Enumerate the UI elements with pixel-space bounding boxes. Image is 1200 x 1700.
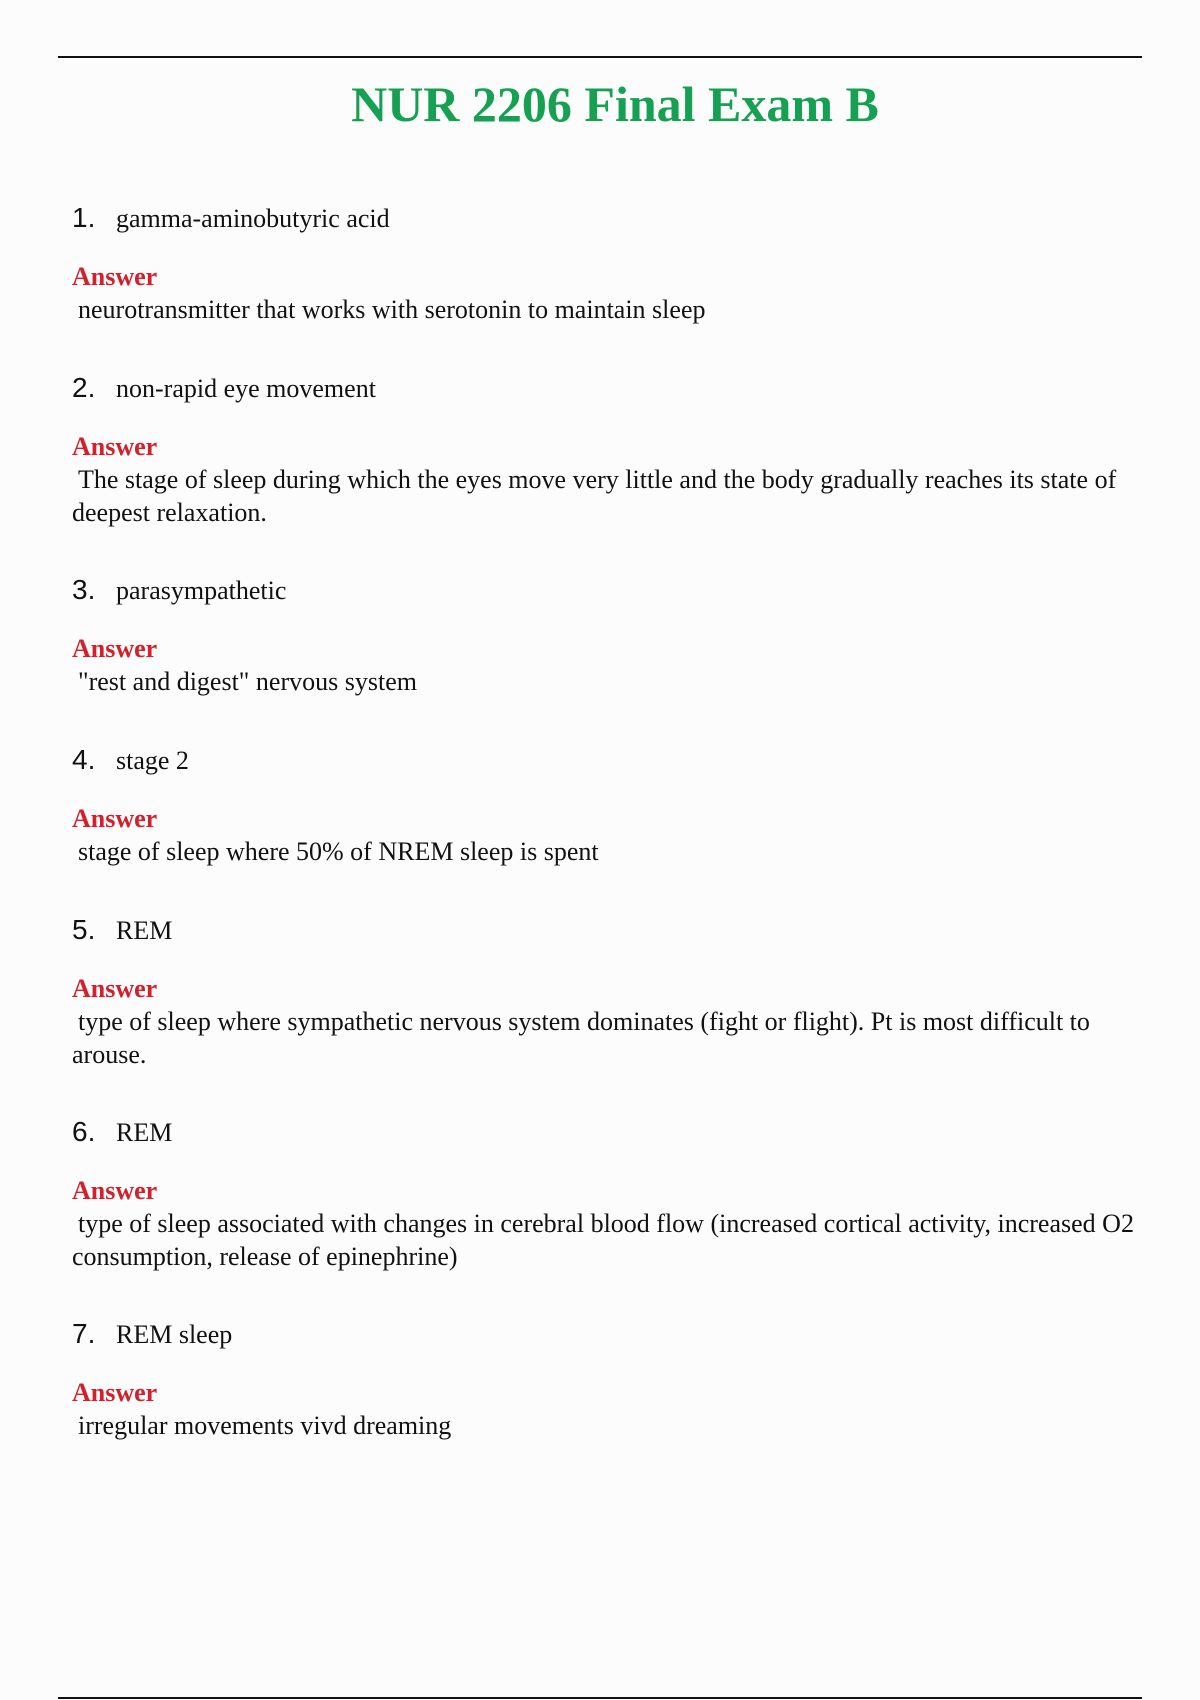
question-row: [72, 202, 1152, 242]
answer-label: Answer: [72, 1176, 158, 1205]
question-term: parasympathetic: [116, 576, 287, 605]
question-term: REM: [116, 1118, 173, 1147]
qa-item-3: [72, 574, 1152, 698]
question-number: 5.: [72, 914, 96, 945]
question-row: [72, 1318, 1152, 1358]
answer-text: The stage of sleep during which the eyes move very little and the body gradually reaches its state of deepest relaxation.: [72, 465, 1117, 527]
answer-text: irregular movements vivd dreaming: [78, 1411, 452, 1440]
answer-text: type of sleep associated with changes in cerebral blood flow (increased cortical activity, increased O2 consumption, release of epinephrine): [72, 1209, 1134, 1271]
answer-text: type of sleep where sympathetic nervous system dominates (fight or flight). Pt is most difficult to arouse.: [72, 1007, 1090, 1069]
question-term: REM sleep: [116, 1320, 233, 1349]
answer-text: stage of sleep where 50% of NREM sleep is spent: [78, 837, 599, 866]
bottom-divider: [58, 1697, 1142, 1699]
qa-item-4: [72, 744, 1152, 868]
answer-label: Answer: [72, 262, 158, 291]
question-row: [72, 1116, 1152, 1156]
answer-label: Answer: [72, 634, 158, 663]
question-number: 4.: [72, 744, 96, 775]
answer-text: "rest and digest" nervous system: [78, 667, 417, 696]
question-term: gamma-aminobutyric acid: [116, 204, 390, 233]
question-row: [72, 744, 1152, 784]
question-row: [72, 372, 1152, 412]
question-number: 2.: [72, 372, 96, 403]
top-divider: [58, 56, 1142, 58]
page-title: NUR 2206 Final Exam B: [351, 76, 879, 132]
question-number: 7.: [72, 1318, 96, 1349]
answer-text: neurotransmitter that works with serotonin to maintain sleep: [78, 295, 706, 324]
qa-item-5: [72, 914, 1152, 1071]
question-row: [72, 914, 1152, 954]
question-term: REM: [116, 916, 173, 945]
answer-label: Answer: [72, 432, 158, 461]
qa-item-1: [72, 202, 1152, 326]
answer-label: Answer: [72, 804, 158, 833]
answer-label: Answer: [72, 1378, 158, 1407]
qa-item-2: [72, 372, 1152, 529]
question-number: 6.: [72, 1116, 96, 1147]
question-row: [72, 574, 1152, 614]
question-term: non-rapid eye movement: [116, 374, 376, 403]
question-number: 3.: [72, 574, 96, 605]
answer-label: Answer: [72, 974, 158, 1003]
question-term: stage 2: [116, 746, 189, 775]
qa-item-6: [72, 1116, 1152, 1273]
question-number: 1.: [72, 202, 96, 233]
qa-item-7: [72, 1318, 1152, 1442]
